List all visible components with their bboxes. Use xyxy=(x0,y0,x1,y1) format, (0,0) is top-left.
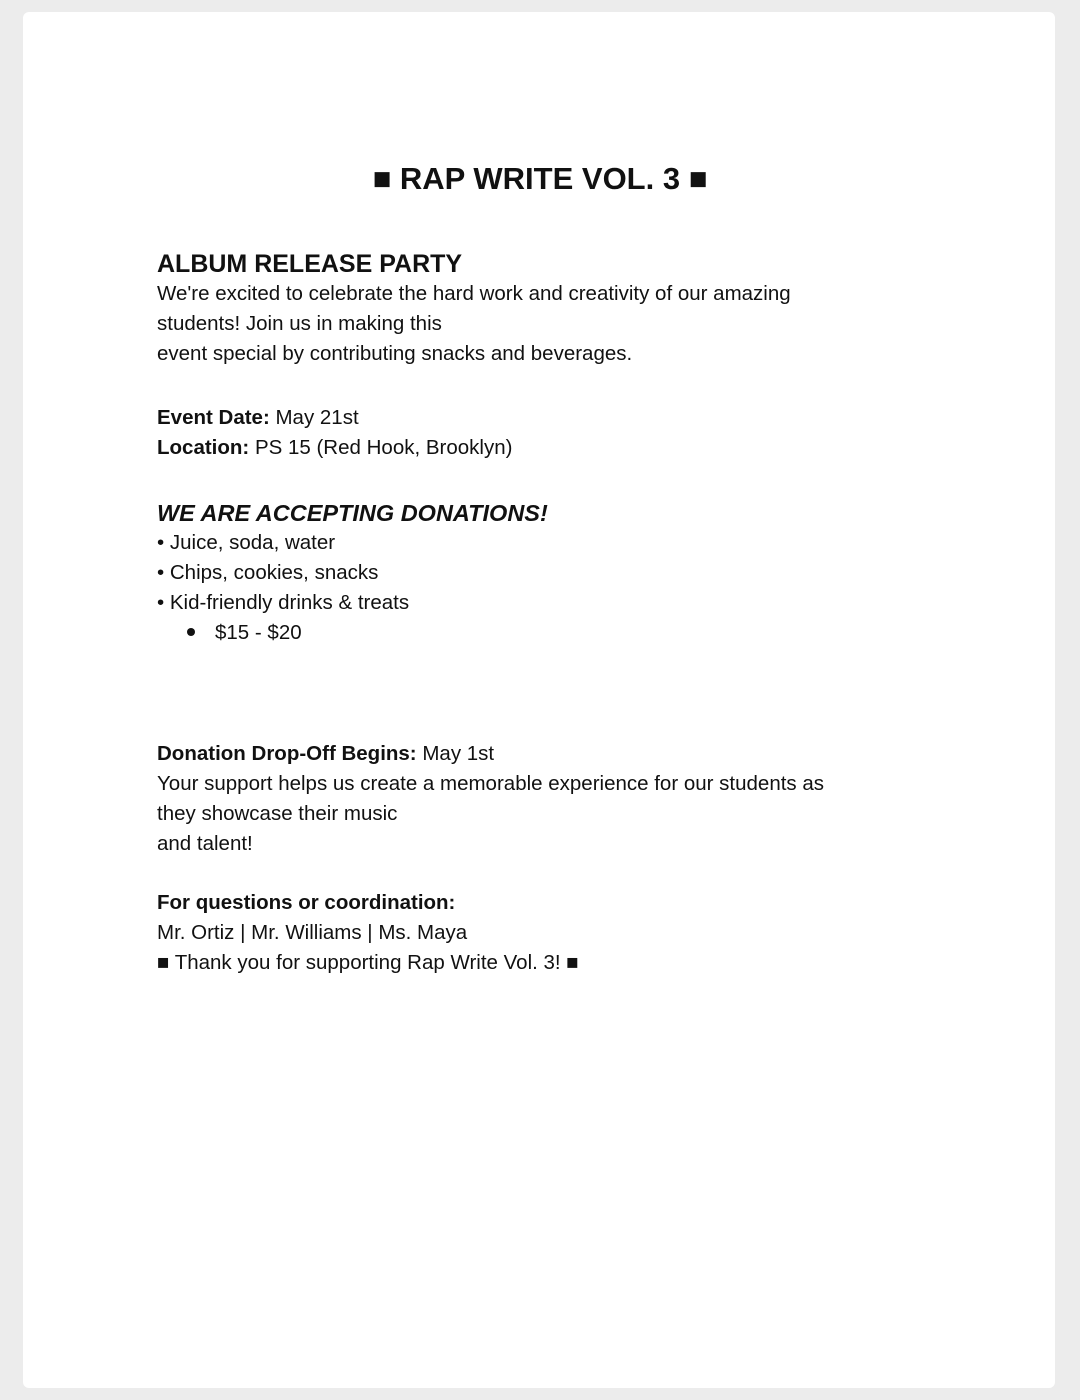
donation-sub-item xyxy=(157,618,897,648)
intro-section xyxy=(157,249,897,369)
bullet-dot-icon xyxy=(187,628,195,636)
donation-amount: $15 - $20 xyxy=(215,621,302,644)
event-details xyxy=(157,403,897,463)
dropoff-line-2: they showcase their music xyxy=(157,802,398,825)
event-date-label: Event Date: xyxy=(157,406,270,429)
dropoff-line-3: and talent! xyxy=(157,832,253,855)
donation-item: • Kid-friendly drinks & treats xyxy=(157,591,410,614)
contact-names: Mr. Ortiz | Mr. Williams | Ms. Maya xyxy=(157,921,468,944)
dropoff-date xyxy=(157,739,897,769)
event-date xyxy=(157,403,897,433)
intro-line-2: students! Join us in making this xyxy=(157,312,442,335)
dropoff-section xyxy=(157,739,897,859)
intro-line-3: event special by contributing snacks and beverages. xyxy=(157,342,633,365)
event-heading: ALBUM RELEASE PARTY xyxy=(157,250,463,278)
event-location-value: PS 15 (Red Hook, Brooklyn) xyxy=(249,436,513,459)
contact-label: For questions or coordination: xyxy=(157,891,456,914)
event-location-label: Location: xyxy=(157,436,250,459)
document-title: ■ RAP WRITE VOL. 3 ■ xyxy=(372,161,708,196)
donations-section xyxy=(157,498,897,648)
dropoff-label: Donation Drop-Off Begins: xyxy=(157,742,417,765)
thank-you-line: ■ Thank you for supporting Rap Write Vol. 3! ■ xyxy=(157,951,579,974)
event-location xyxy=(157,433,897,463)
donation-item: • Chips, cookies, snacks xyxy=(157,561,379,584)
contact-section xyxy=(157,888,897,978)
document-page xyxy=(23,12,1055,1388)
dropoff-line-1: Your support helps us create a memorable experience for our students as xyxy=(157,772,825,795)
donations-heading: WE ARE ACCEPTING DONATIONS! xyxy=(157,500,548,526)
dropoff-value: May 1st xyxy=(416,742,495,765)
event-date-value: May 21st xyxy=(269,406,359,429)
donation-item: • Juice, soda, water xyxy=(157,531,336,554)
intro-line-1: We're excited to celebrate the hard work and creativity of our amazing xyxy=(157,282,791,305)
